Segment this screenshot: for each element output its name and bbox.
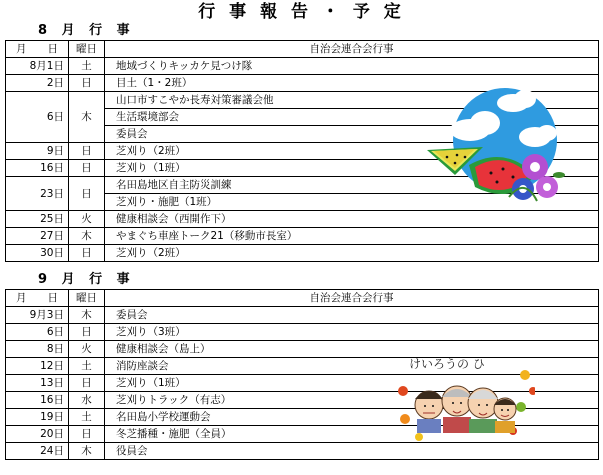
- event-cell: 委員会: [105, 126, 599, 143]
- date-cell: 16日: [6, 160, 69, 177]
- event-cell: 芝刈りトラック（有志）: [105, 392, 599, 409]
- dow-cell: 木: [69, 228, 105, 245]
- table-row: [6, 245, 599, 262]
- date-cell: 9月3日: [6, 307, 69, 324]
- dow-cell: 土: [69, 358, 105, 375]
- dow-cell: 土: [69, 409, 105, 426]
- dow-cell: 土: [69, 58, 105, 75]
- date-cell: 13日: [6, 375, 69, 392]
- table-header-row: [6, 290, 599, 307]
- event-cell: 冬芝播種・施肥（全員）: [105, 426, 599, 443]
- table-row: [6, 307, 599, 324]
- dow-cell: 火: [69, 341, 105, 358]
- dow-cell: 木: [69, 307, 105, 324]
- event-cell: 芝刈り（1班）: [105, 375, 599, 392]
- table-row: [6, 58, 599, 75]
- dow-cell: 日: [69, 75, 105, 92]
- event-cell: 地域づくりキッカケ見つけ隊: [105, 58, 599, 75]
- date-cell: 9日: [6, 143, 69, 160]
- dow-cell: 日: [69, 143, 105, 160]
- event-cell: 健康相談会（島上）: [105, 341, 599, 358]
- date-cell: 27日: [6, 228, 69, 245]
- table-row: [6, 228, 599, 245]
- event-cell: 消防座談会: [105, 358, 599, 375]
- table-row: [6, 324, 599, 341]
- dow-cell: 日: [69, 324, 105, 341]
- event-cell: 芝刈り（2班）: [105, 245, 599, 262]
- event-cell: 生活環境部会: [105, 109, 599, 126]
- table-row: [6, 211, 599, 228]
- dow-cell: 火: [69, 211, 105, 228]
- date-cell: 24日: [6, 443, 69, 460]
- date-cell: 6日: [6, 92, 69, 143]
- event-cell: 名田島地区自主防災訓練: [105, 177, 599, 194]
- date-cell: 8日: [6, 341, 69, 358]
- dow-cell: 水: [69, 392, 105, 409]
- header-dow: 曜日: [69, 41, 105, 58]
- header-date: 月 日: [6, 290, 69, 307]
- date-cell: 6日: [6, 324, 69, 341]
- event-cell: 健康相談会（西開作下）: [105, 211, 599, 228]
- event-cell: 目土（1・2班）: [105, 75, 599, 92]
- date-cell: 16日: [6, 392, 69, 409]
- date-cell: 20日: [6, 426, 69, 443]
- family-faces-icon: [415, 386, 516, 433]
- event-cell: 委員会: [105, 307, 599, 324]
- event-cell: 山口市すこやか長寿対策審議会他: [105, 92, 599, 109]
- date-cell: 23日: [6, 177, 69, 211]
- date-cell: 8月1日: [6, 58, 69, 75]
- event-cell: 芝刈り（2班）: [105, 143, 599, 160]
- header-event: 自治会連合会行事: [105, 41, 599, 58]
- header-date: 月 日: [6, 41, 69, 58]
- header-dow: 曜日: [69, 290, 105, 307]
- event-cell: 名田島小学校運動会: [105, 409, 599, 426]
- september-heading: 9 月 行 事: [38, 272, 135, 287]
- dow-cell: 日: [69, 177, 105, 211]
- header-event: 自治会連合会行事: [105, 290, 599, 307]
- event-cell: 芝刈り・施肥（1班）: [105, 194, 599, 211]
- dow-cell: 日: [69, 160, 105, 177]
- table-header-row: [6, 41, 599, 58]
- august-heading: 8 月 行 事: [38, 23, 135, 38]
- page-title: 行 事 報 告 ・ 予 定: [198, 2, 405, 22]
- dow-cell: 日: [69, 245, 105, 262]
- dow-cell: 日: [69, 426, 105, 443]
- event-cell: 役員会: [105, 443, 599, 460]
- table-row: [6, 443, 599, 460]
- elder-caption: けいろうの ひ: [409, 357, 485, 371]
- date-cell: 19日: [6, 409, 69, 426]
- summer-illustration: [425, 85, 575, 210]
- dow-cell: 木: [69, 443, 105, 460]
- event-cell: 芝刈り（1班）: [105, 160, 599, 177]
- event-cell: 芝刈り（3班）: [105, 324, 599, 341]
- date-cell: 25日: [6, 211, 69, 228]
- date-cell: 12日: [6, 358, 69, 375]
- date-cell: 2日: [6, 75, 69, 92]
- dow-cell: 木: [69, 92, 105, 143]
- dow-cell: 日: [69, 375, 105, 392]
- respect-for-aged-illustration: [395, 353, 535, 443]
- event-cell: やまぐち車座トーク21（移動市長室）: [105, 228, 599, 245]
- date-cell: 30日: [6, 245, 69, 262]
